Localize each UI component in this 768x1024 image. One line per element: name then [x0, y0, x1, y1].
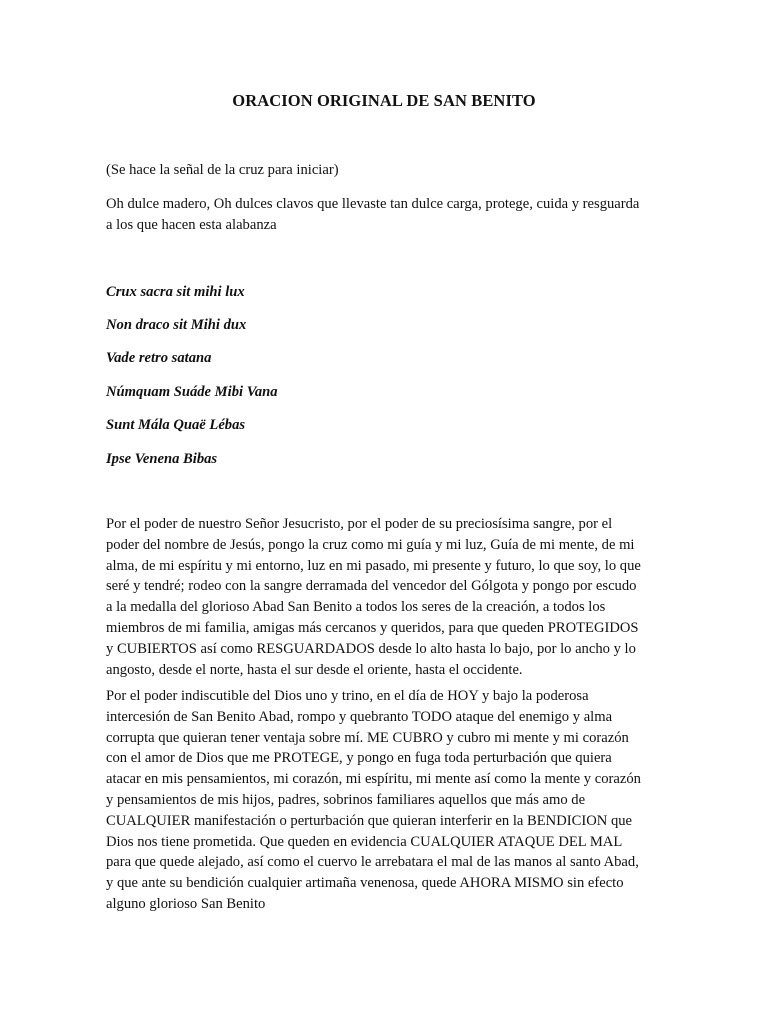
- paragraph-line: intercesión de San Benito Abad, rompo y quebranto TODO ataque del enemigo y alma: [106, 708, 613, 725]
- paragraph-line: alguno glorioso San Benito: [106, 895, 266, 912]
- body-paragraph-1: [106, 514, 666, 680]
- intro-note: (Se hace la señal de la cruz para iniciar): [106, 162, 339, 178]
- latin-verse: Ipse Venena Bibas: [106, 451, 218, 467]
- paragraph-line: a la medalla del glorioso Abad San Benito a todos los seres de la creación, a todos los: [106, 599, 606, 616]
- latin-verse: Númquam Suáde Mibi Vana: [106, 384, 278, 400]
- paragraph-line: y pensamientos de mis hijos, padres, sobrinos familiares aquellos que más amo de: [106, 791, 586, 808]
- paragraph-line: seré y tendré; rodeo con la sangre derramada del vencedor del Gólgota y pongo por escudo: [106, 578, 637, 595]
- paragraph-line: Por el poder de nuestro Señor Jesucristo, por el poder de su preciosísima sangre, por el: [106, 516, 613, 532]
- document-title: ORACION ORIGINAL DE SAN BENITO: [232, 91, 536, 110]
- paragraph-line: con el amor de Dios que me PROTEGE, y pongo en fuga toda perturbación que quiera: [106, 750, 612, 767]
- paragraph-line: para que quede alejado, así como el cuervo le arrebatara el mal de las manos al santo Abad,: [106, 854, 639, 871]
- opening-paragraph: [106, 194, 666, 236]
- latin-verse: Non draco sit Mihi dux: [106, 317, 247, 333]
- paragraph-line: alma, de mi espíritu y mi entorno, luz en mi pasado, mi presente y futuro, lo que soy, lo que: [106, 557, 641, 574]
- latin-verse: Vade retro satana: [106, 350, 212, 366]
- latin-verse: Sunt Mála Quaë Lébas: [106, 417, 246, 433]
- body-paragraph-2: [106, 686, 666, 915]
- paragraph-line: Por el poder indiscutible del Dios uno y trino, en el día de HOY y bajo la poderosa: [106, 688, 589, 704]
- paragraph-line: CUALQUIER manifestación o perturbación que quieran interferir en la BENDICION que: [106, 812, 633, 829]
- paragraph-line: miembros de mi familia, amigas más cercanos y queridos, para que queden PROTEGIDOS: [106, 619, 639, 636]
- opening-line: a los que hacen esta alabanza: [106, 216, 277, 233]
- paragraph-line: atacar en mis pensamientos, mi corazón, mi espíritu, mi mente así como la mente y corazón: [106, 771, 641, 788]
- latin-verse: Crux sacra sit mihi lux: [106, 284, 245, 300]
- paragraph-line: corrupta que quieran tener ventaja sobre mí. ME CUBRO y cubro mi mente y mi corazón: [106, 729, 629, 746]
- paragraph-line: y que ante su bendición cualquier artimaña venenosa, quede AHORA MISMO sin efecto: [106, 875, 624, 892]
- paragraph-line: angosto, desde el norte, hasta el sur desde el oriente, hasta el occidente.: [106, 661, 523, 678]
- paragraph-line: y CUBIERTOS así como RESGUARDADOS desde lo alto hasta lo bajo, por lo ancho y lo: [106, 640, 636, 657]
- paragraph-line: Dios nos tiene prometida. Que queden en evidencia CUALQUIER ATAQUE DEL MAL: [106, 833, 623, 850]
- paragraph-line: poder del nombre de Jesús, pongo la cruz como mi guía y mi luz, Guía de mi mente, de mi: [106, 536, 635, 553]
- opening-line: Oh dulce madero, Oh dulces clavos que llevaste tan dulce carga, protege, cuida y resguarda: [106, 196, 640, 212]
